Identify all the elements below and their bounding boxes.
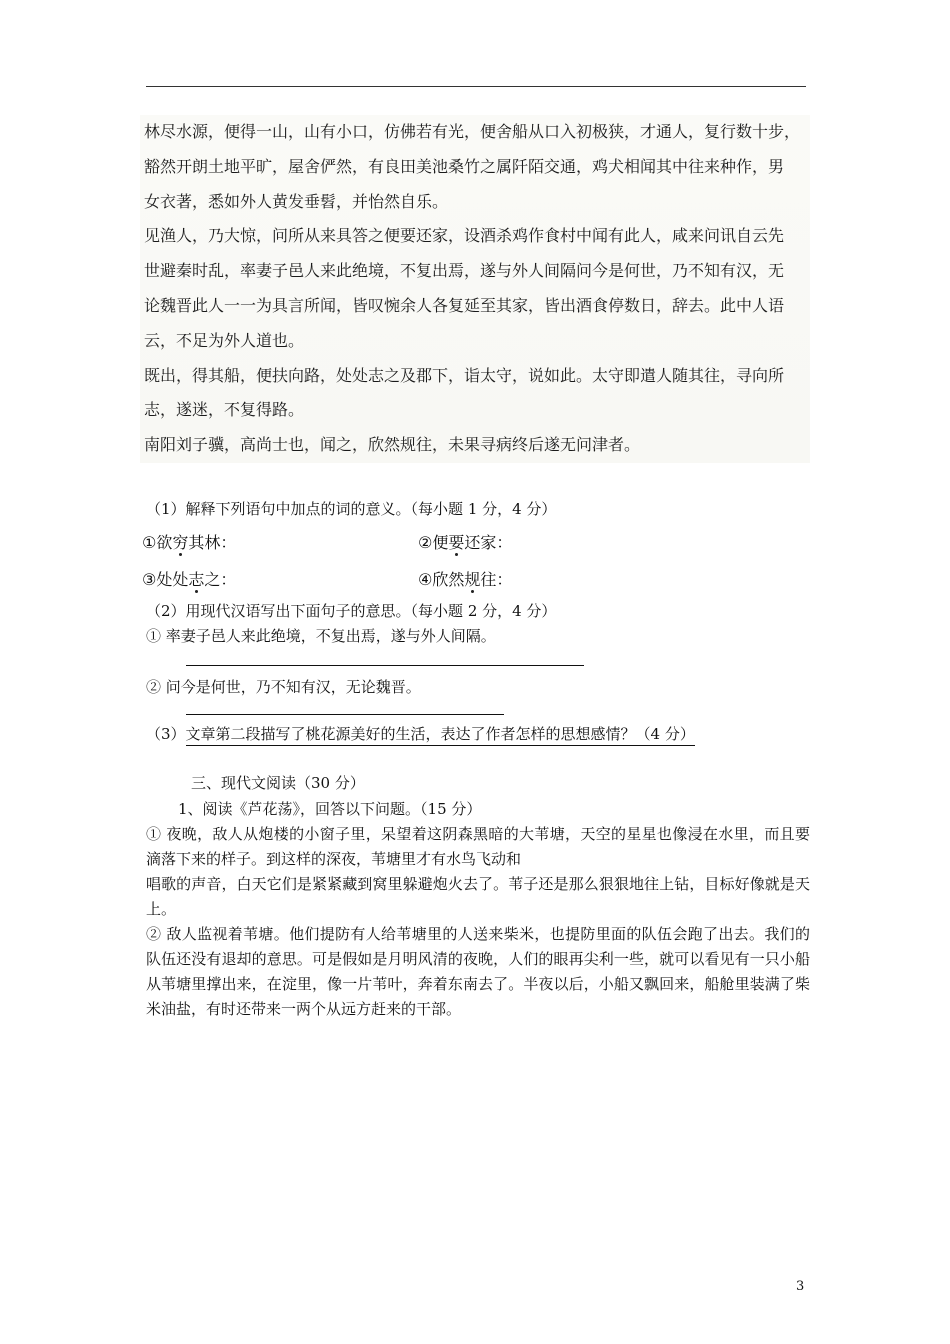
passage-line: 世避秦时乱，率妻子邑人来此绝境，不复出焉，遂与外人间隔问今是何世，乃不知有汉，无 <box>144 261 785 281</box>
question-1-item <box>418 530 512 556</box>
item-text: 还家： <box>464 533 513 552</box>
question-3-label: （3） <box>146 725 186 743</box>
dotted-word: 志 <box>188 570 205 589</box>
question-3 <box>146 721 695 747</box>
header-rule <box>146 86 806 87</box>
passage-line: 志，遂迷，不复得路。 <box>144 400 305 420</box>
question-1-item <box>142 567 236 593</box>
passage-paragraph: ① 夜晚，敌人从炮楼的小窗子里，呆望着这阴森黑暗的大苇塘，天空的星星也像浸在水里，而且要滴落下来的样子。到这样的深夜，苇塘里才有水鸟飞动和 <box>146 825 810 868</box>
item-text: ①欲 <box>142 533 173 552</box>
question-1-prompt: （1）解释下列语句中加点的词的意义。（每小题 1 分，4 分） <box>146 500 557 518</box>
passage-line: 云，不足为外人道也。 <box>144 330 305 350</box>
passage-paragraph: ② 敌人监视着苇塘。他们提防有人给苇塘里的人送来柴米，也提防里面的队伍会跑了出去。我们的队伍还没有退却的意思。可是假如是月明风清的夜晚，人们的眼再尖利一些，就可以看见有一只小船从苇塘里撑出来，在淀里，像一片苇叶，奔着东南去了。半夜以后，小船又飘回来，船舱里装满了柴米油盐，有时还带来一两个从远方赶来的干部。 <box>146 925 810 1018</box>
item-text: ④欣然 <box>418 570 465 589</box>
question-2-item: ② 问今是何世，乃不知有汉，无论魏晋。 <box>146 678 421 696</box>
item-text: ②便 <box>418 533 449 552</box>
question-3-text: 文章第二段描写了桃花源美好的生活，表达了作者怎样的思想感情？（4 分） <box>186 725 695 746</box>
passage-line: 既出，得其船，便扶向路，处处志之及郡下，诣太守，说如此。太守即遣人随其往，寻向所 <box>144 365 785 385</box>
question-2-prompt: （2）用现代汉语写出下面句子的意思。（每小题 2 分，4 分） <box>146 602 557 620</box>
item-text: 其林： <box>188 533 237 552</box>
passage-line: 女衣著，悉如外人黄发垂髫，并怡然自乐。 <box>144 191 449 211</box>
answer-line[interactable] <box>186 714 504 715</box>
dotted-word: 穷 <box>172 533 189 552</box>
passage-line: 南阳刘子骥，高尚士也，闻之，欣然规往，未果寻病终后遂无问津者。 <box>144 435 641 455</box>
passage-paragraph: 唱歌的声音，白天它们是紧紧藏到窝里躲避炮火去了。苇子还是那么狠狠地往上钻，目标好像就是天上。 <box>146 875 810 918</box>
section-heading: 三、现代文阅读（30 分） <box>191 774 365 792</box>
item-text: 之： <box>204 570 237 589</box>
passage-line: 豁然开朗土地平旷，屋舍俨然，有良田美池桑竹之属阡陌交通，鸡犬相闻其中往来种作，男 <box>144 156 785 176</box>
dotted-word: 要 <box>448 533 465 552</box>
item-text: 往： <box>480 570 513 589</box>
passage-line: 林尽水源，便得一山，山有小口，仿佛若有光，便舍船从口入初极狭，才通人，复行数十步， <box>144 122 801 141</box>
page-number: 3 <box>796 1279 805 1294</box>
question-1-item <box>142 530 236 556</box>
passage-line: 见渔人，乃大惊，问所从来具答之便要还家，设酒杀鸡作食村中闻有此人，咸来问讯自云先 <box>144 226 785 246</box>
answer-line[interactable] <box>186 665 584 666</box>
dotted-word: 规 <box>464 570 481 589</box>
question-1-item <box>418 567 512 593</box>
item-text: ③处处 <box>142 570 189 589</box>
reading-task: 1、阅读《芦花荡》，回答以下问题。（15 分） <box>178 800 482 818</box>
modern-passage <box>146 822 810 1022</box>
passage-line: 论魏晋此人一一为具言所闻，皆叹惋余人各复延至其家，皆出酒食停数日，辞去。此中人语 <box>144 295 785 315</box>
question-2-item: ① 率妻子邑人来此绝境，不复出焉，遂与外人间隔。 <box>146 627 496 645</box>
classical-passage <box>140 115 810 463</box>
